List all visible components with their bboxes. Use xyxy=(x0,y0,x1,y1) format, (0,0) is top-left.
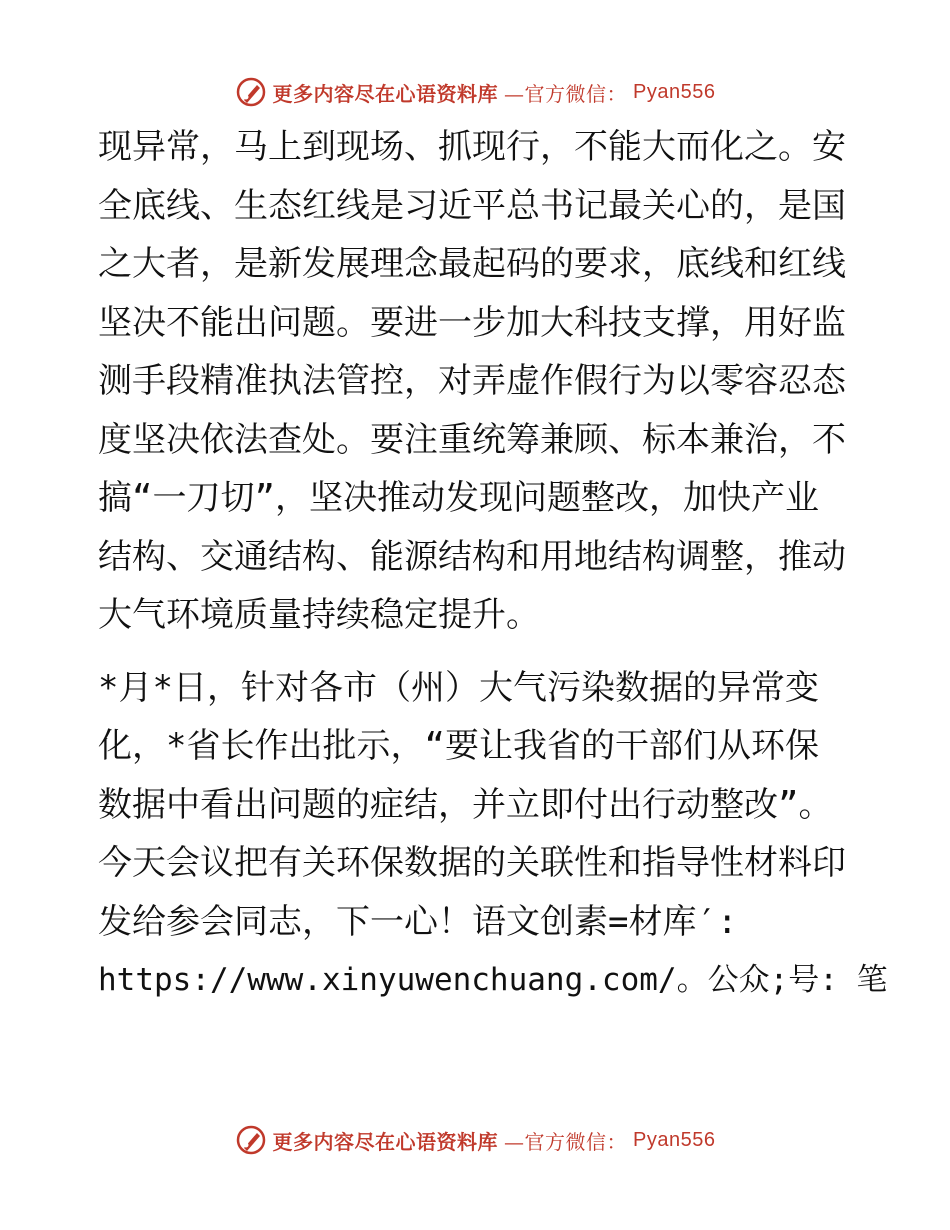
text-line: 搞“一刀切”，坚决推动发现问题整改，加快产业 xyxy=(98,478,819,518)
text-line: 坚决不能出问题。要进一步加大科技支撑，用好监 xyxy=(98,302,846,343)
text-line: 化，*省长作出批示，“要让我省的干部们从环保 xyxy=(98,726,819,766)
paragraph-spacer xyxy=(98,645,850,659)
watermark-wechat-id: Pyan556 xyxy=(633,80,716,103)
text-line: 之大者，是新发展理念最起码的要求，底线和红线 xyxy=(98,244,846,284)
text-line: 现异常，马上到现场、抓现行，不能大而化之。安 xyxy=(98,127,846,167)
text-line: 今天会议把有关环保数据的关联性和指导性材料印 xyxy=(98,843,846,883)
pen-logo-icon xyxy=(235,1124,267,1156)
paragraph-2 xyxy=(98,659,888,1010)
text-line: 发给参会同志，下一心！语文创素=材库′: xyxy=(98,901,738,942)
watermark-wechat-id: Pyan556 xyxy=(633,1128,716,1151)
text-line: *月*日，针对各市（州）大气污染数据的异常变 xyxy=(98,667,819,708)
watermark-main-text: 更多内容尽在心语资料库 xyxy=(272,1129,499,1154)
document-body xyxy=(98,118,888,1010)
watermark-main-text: 更多内容尽在心语资料库 xyxy=(272,81,499,106)
text-line: 结构、交通结构、能源结构和用地结构调整，推动 xyxy=(98,536,846,577)
footer-watermark xyxy=(0,1120,950,1160)
paragraph-1 xyxy=(98,118,850,645)
header-watermark xyxy=(0,72,950,112)
text-line: 大气环境质量持续稳定提升。 xyxy=(98,595,540,635)
watermark-sub-text: —官方微信： xyxy=(504,1129,628,1154)
text-line: 度坚决依法查处。要注重统筹兼顾、标本兼治，不 xyxy=(98,419,846,460)
text-line: 全底线、生态红线是习近平总书记最关心的，是国 xyxy=(98,185,846,226)
watermark-sub-text: —官方微信： xyxy=(504,81,628,106)
url-text-line: https://www.xinyuwenchuang.com/。公众;号: 笔 xyxy=(98,962,888,998)
pen-logo-icon xyxy=(235,76,267,108)
text-line: 数据中看出问题的症结，并立即付出行动整改”。 xyxy=(98,784,833,825)
text-line: 测手段精准执法管控，对弄虚作假行为以零容忍态 xyxy=(98,361,846,401)
